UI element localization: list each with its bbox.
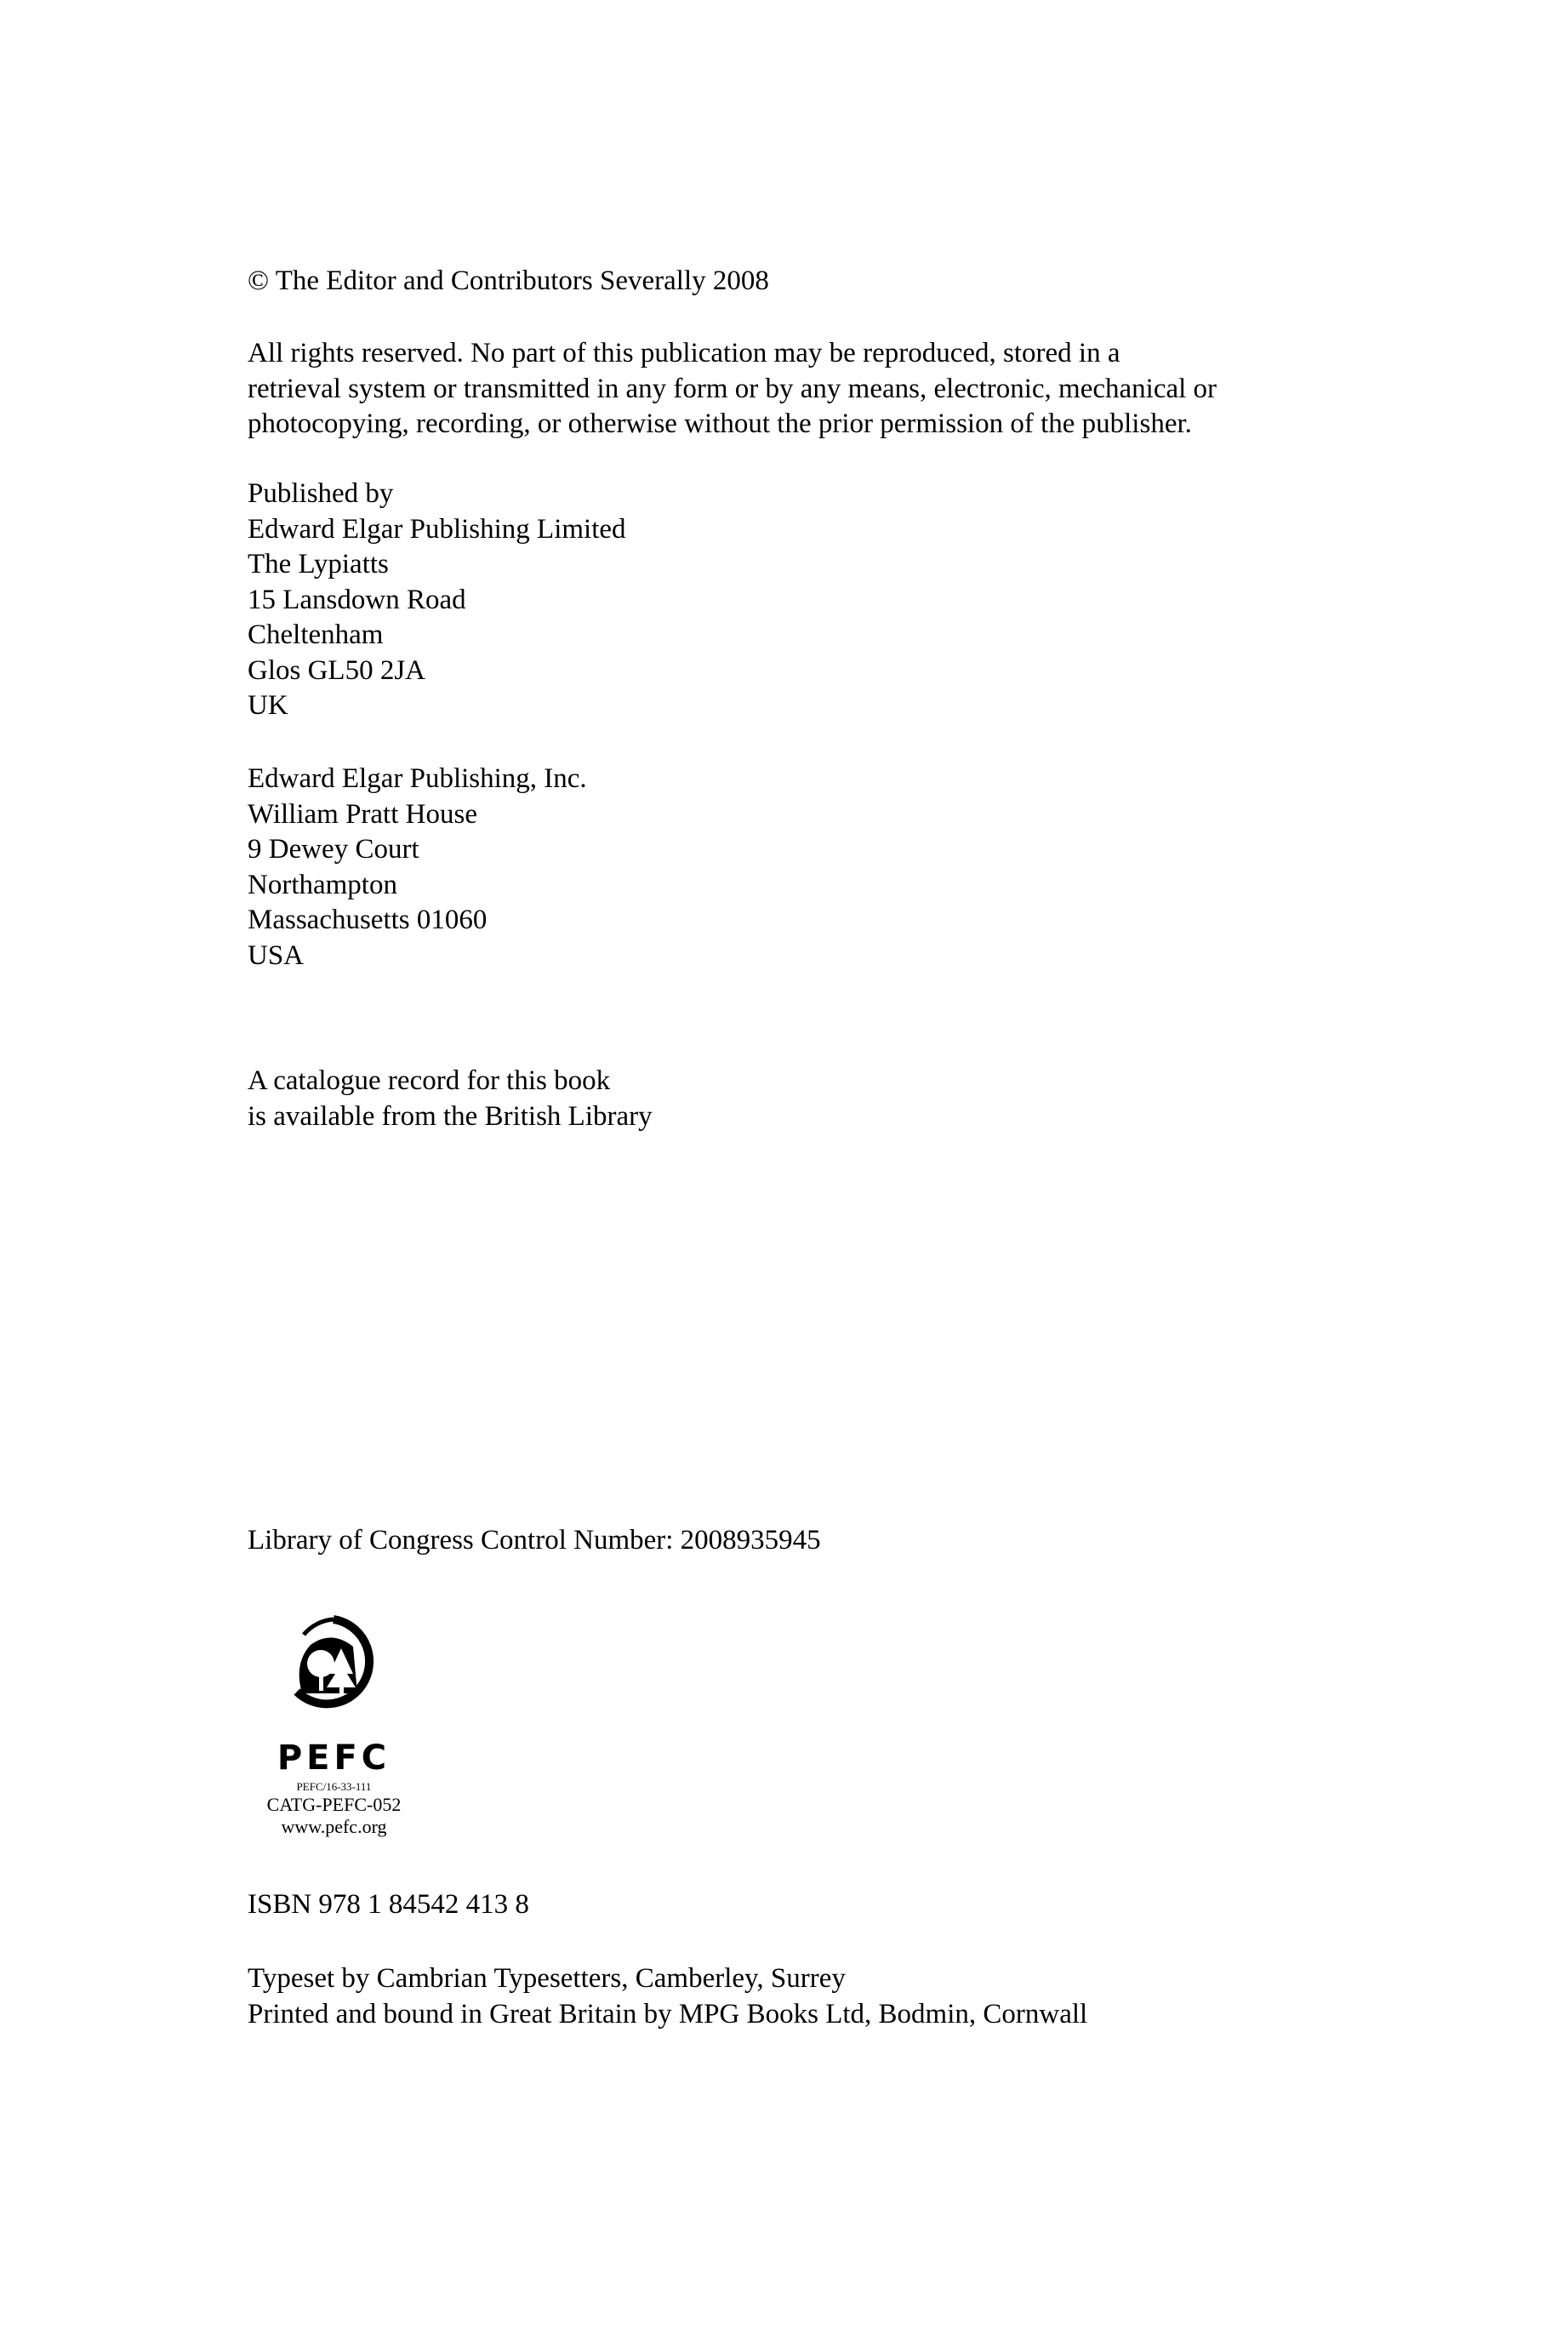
address-line: Cheltenham: [248, 619, 384, 650]
rights-statement: [248, 336, 1217, 442]
production-credits: [248, 1961, 1087, 2032]
address-line: Edward Elgar Publishing, Inc.: [248, 763, 587, 794]
catalogue-line: is available from the British Library: [248, 1100, 653, 1132]
address-line: USA: [248, 939, 305, 971]
address-line: Edward Elgar Publishing Limited: [248, 513, 626, 545]
typeset-credit: Typeset by Cambrian Typesetters, Camberley, Surrey: [248, 1963, 846, 1994]
address-line: 15 Lansdown Road: [248, 584, 466, 615]
printed-credit: Printed and bound in Great Britain by MPG Books Ltd, Bodmin, Cornwall: [248, 1998, 1088, 2029]
pefc-tree-icon: [285, 1613, 383, 1740]
pefc-certification-logo: [242, 1613, 425, 1838]
pefc-website: www.pefc.org: [281, 1816, 387, 1837]
pefc-wordmark: PEFC: [277, 1738, 391, 1778]
address-line: 9 Dewey Court: [248, 834, 419, 865]
isbn: ISBN 978 1 84542 413 8: [248, 1889, 529, 1920]
loc-control-number: Library of Congress Control Number: 2008935945: [248, 1525, 821, 1556]
publisher-us-address: [248, 762, 587, 973]
address-line: Published by: [248, 478, 394, 509]
address-line: UK: [248, 690, 288, 721]
address-line: Massachusetts 01060: [248, 905, 488, 935]
address-line: The Lypiatts: [248, 549, 389, 579]
rights-line: photocopying, recording, or otherwise without the prior permission of the publisher.: [248, 408, 1192, 439]
address-line: Northampton: [248, 869, 397, 900]
pefc-registration: PEFC/16-33-111: [296, 1780, 372, 1793]
pefc-catg-code: CATG-PEFC-052: [266, 1794, 402, 1815]
catalogue-notice: [248, 1064, 653, 1134]
catalogue-line: A catalogue record for this book: [248, 1065, 611, 1096]
address-line: William Pratt House: [248, 798, 477, 830]
copyright-notice: © The Editor and Contributors Severally 2008: [248, 265, 769, 296]
address-line: Glos GL50 2JA: [248, 654, 426, 686]
rights-line: All rights reserved. No part of this publication may be reproduced, stored in a: [248, 338, 1120, 368]
publisher-uk-address: [248, 477, 626, 724]
rights-line: retrieval system or transmitted in any form or by any means, electronic, mechanical or: [248, 373, 1217, 404]
